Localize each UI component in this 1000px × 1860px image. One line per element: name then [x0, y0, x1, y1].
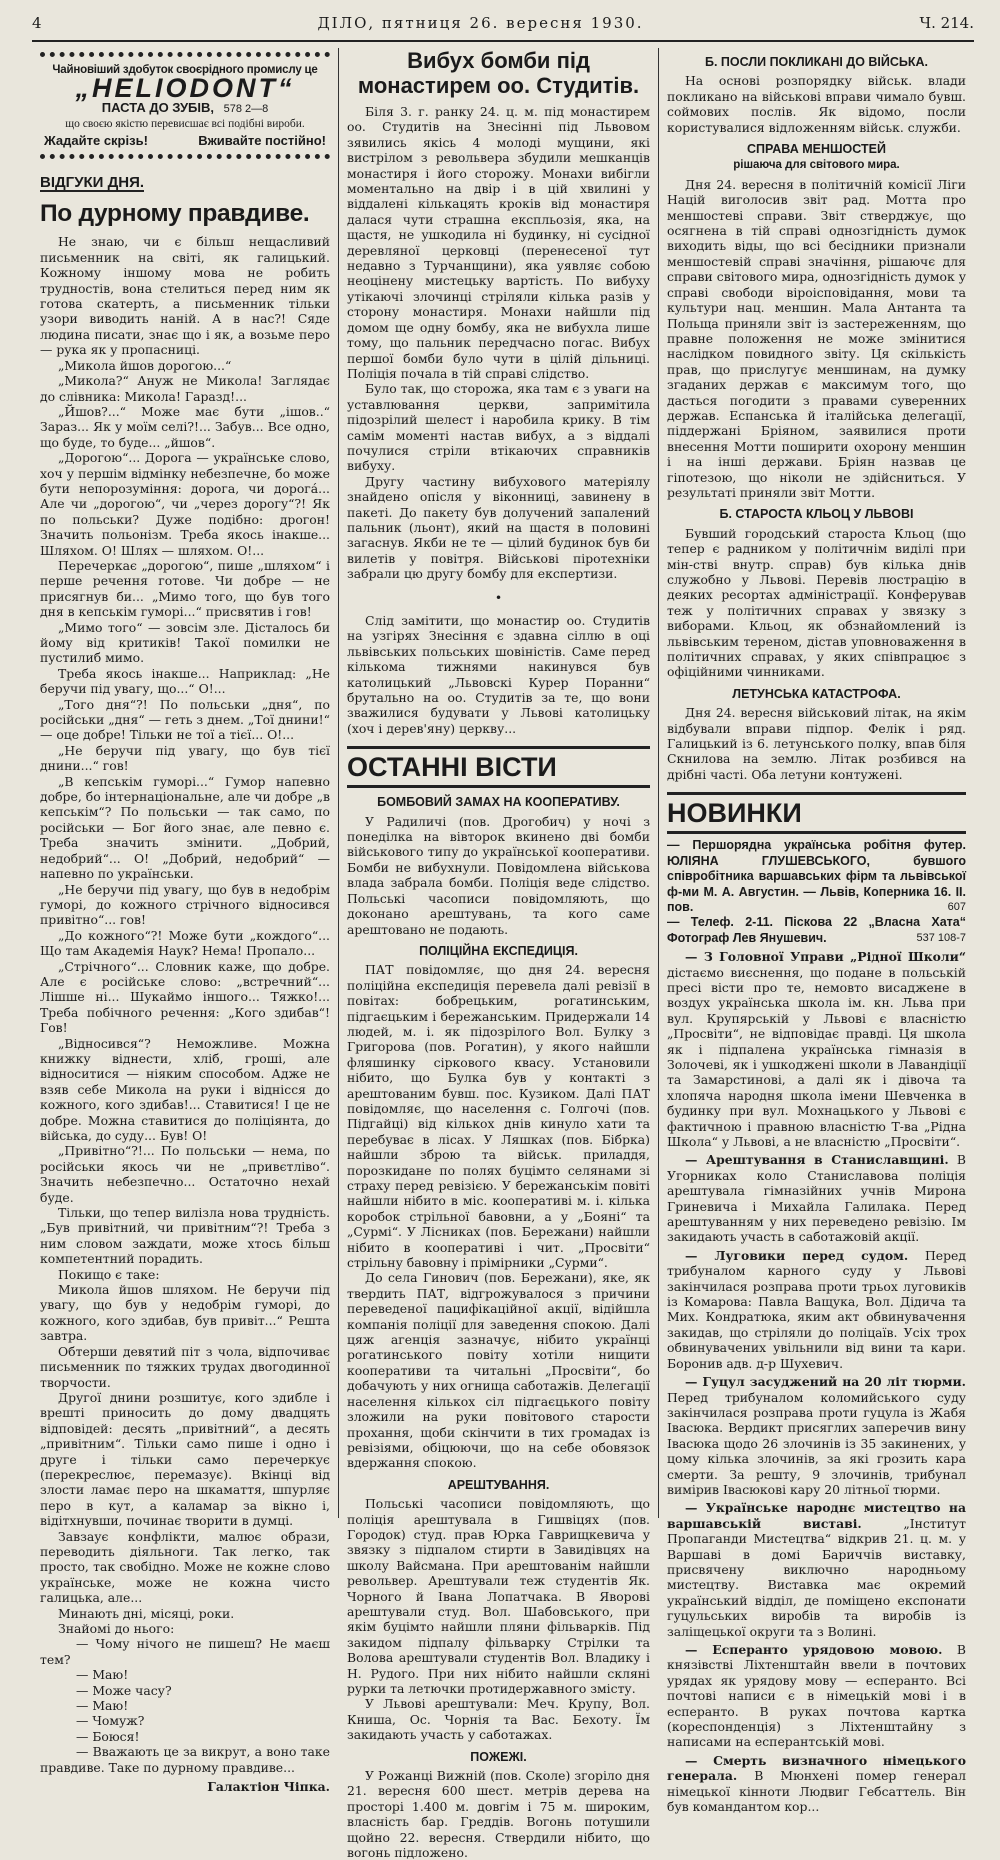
column-2	[339, 48, 659, 1860]
news-paragraph: У Рожанці Вижній (пов. Сколе) згоріло дня 21. вересня 600 шест. метрів дерева на просторі 1.400 м. довгім і 75 м. широким, власність бар. Греддів. Вогонь потушили щойно 22. вересня. Ствердили нібито, що вогонь підложено.	[347, 1768, 650, 1860]
columns	[32, 48, 974, 1860]
classified-ad-text: — Першорядна українська робітня футер. ЮЛІЯНА ГЛУШЕВСЬКОГО, бувшого співробітника варшавських фірм та львівської ф-ми М. А. Августин. — Львів, Коперника 16. II. пов.	[667, 838, 966, 914]
notice-text: Перед трибуналом карного суду у Львові закінчилася розправа проти трьох луговиків із Комарова: Павла Ващука, Вол. Дідича та Мих. Кондратюка, яким акт обвинувачення закидав, що стріляли до поліцаїв. Усіх трох обвинувачених увільнили від вини та кари. Боронив адв. д-р Шухевич.	[667, 1247, 966, 1371]
notice-lead: — З Головної Управи „Рідної Школи“	[685, 949, 966, 965]
ad-line-4: що своєю якістю перевисшає всі подібні вироби.	[65, 118, 305, 131]
news-title: ПОЖЕЖІ.	[470, 1749, 527, 1764]
notice-paragraph	[667, 1500, 966, 1639]
notice-lead: — Смерть визначного німецького генерала.	[667, 1752, 966, 1784]
latest-news-list	[347, 795, 650, 1860]
ad-code: 578 2—8	[223, 102, 269, 115]
issue-number: Ч. 214.	[919, 14, 974, 32]
news-title: ПОЛІЦІЙНА ЕКСПЕДИЦІЯ.	[419, 943, 578, 958]
article-paragraph: „В кепськім гуморі...“ Гумор напевно добре, бо інтернаціональне, але чи добре „в кепськім“? По польськи — так само, по російськи — Бог його знає, але певно є. Треба значить змінити. „Добрий, недобрий“... О! „Добрий, недобрий“ — напевно по українськи.	[40, 773, 330, 882]
article-paragraph: Другої днини розшитує, кого здибле і врешті приносить до дому двадцять відповідей: десять „привітний“, а десять „привітним“. Тільки само пише і одно і друге і тільки само перечеркує (перекреслює, перемазує). Вкінці від злости ламає перо на шкамаття, шпурляє перо в кут, а каламар за вікно і, відітхнувши, починає творити в думці.	[40, 1389, 330, 1529]
notice-paragraph	[667, 1248, 966, 1371]
article-paragraph: „Того дня“?! По польськи „дня“, по російськи „дня“ — геть з днем. „Тої днини!“ — оце добре! Тільки не тої а тієї... О!...	[40, 696, 330, 743]
news-paragraph: До села Гинович (пов. Бережани), яке, як твердить ПАТ, відгрожувалося з причини переведеної пацифікаційної акції, відійшла компанія поліції для заведення спокою. Далі цяж агенція зазначує, нібито українці рогатинського повіту хотіли нищити кооперативи та читальні „Просвіти“, бо добачують у них огнища саботажів. Делегації населення кількох сіл підгаєцького повіту зложили на руки повітового старости прохання, щоби скінчити в тих громадах із ревізіями, обіцюючи, що на себе обовязок вдержання спокою.	[347, 1270, 650, 1471]
column-3	[659, 48, 974, 1815]
classified-ads	[667, 838, 966, 946]
article-signature: Галактіон Чіпка.	[207, 1779, 330, 1795]
novynky-title: НОВИНКИ	[667, 792, 966, 834]
article-headline: По дурному правдиве.	[40, 200, 310, 228]
classified-ad-number: 607	[947, 900, 966, 913]
article-paragraph: „Стрічного“... Словник каже, що добре. Але є російське слово: „встречний“... Лішше ні... Шукаймо іншого... Тяжко!... Треба побічного речення: „Кого здибав“! Гов!	[40, 958, 330, 1036]
article-paragraph: Обтерши девятий піт з чола, відпочиває письменник по тяжких трудах двогодинної творчости.	[40, 1343, 330, 1390]
article-paragraph: „Не беручи під увагу, що був в недобрім гуморі, до кожного стрічного відносився привітно“... гов!	[40, 881, 330, 928]
article-paragraph: Не знаю, чи є більш нещасливий письменник на світі, як галицький. Кожному іншому мова не робить трудностів, вона стелиться перед ним як готова скатерть, а письменник тільки узори виводить наній. А в нас?! Сяде людина писати, знає що і як, а возьме перо — рука як у пропасниці.	[40, 234, 330, 358]
separator-star: •	[494, 589, 503, 605]
news-paragraph: Бувший городський староста Кльоц (що тепер є радником у політичнім виділі при мін-стві внутр. справ) був кілька днів служобно у Львові. Перевів люстрацію в деяких ресортах адміністрації. Конферував теж у політичних справах у звязку з виборами. Кльоц, як обзнайомлений із львівським тереном, дістав уповноваження в політичних справах, у яких співпрацює з офіційними чинниками.	[667, 525, 966, 680]
masthead	[32, 14, 974, 42]
article-paragraph: „Микола?“ Ануж не Микола! Заглядає до слівника: Микола! Гаразд!...	[40, 373, 330, 404]
article-paragraph: Перечеркає „дорогою“, пише „шляхом“ і перше речення готове. Чи добре — не присягнув би... „Мимо того, що був того дня в кепськім гуморі...“ присвятив і гов!	[40, 557, 330, 620]
news-paragraph: ПАТ повідомляє, що дня 24. вересня поліційна експедиція перевела далі ревізії в повітах: бобрецьким, рогатинським, підгаєцьким і бережанським. Придержали 14 людей, м. і. як підозрілого Вол. Булку з Григорова (пов. Рогатин), у якого найшли фляшинку сіркового квасу. Установили нібито, що Булка був у контакті з арештованим бувш. пос. Кузиком. Далі ПАТ повідомляє, що населення с. Голгочі (пов. Підгайці) від кількох днів кинуло хати та перебуває в лісах. У Ляшках (пов. Бібрка) найшли зброю та військ. приладдя, порозкидане по полях буцімто селянами зі страху перед ревізією. У бережанськім повіті найшли нібито в міс. кооперативі м. і. кілька коробок стрільної бавовни, а у „Бояні“ та „Сурмі“. У Лісниках (пов. Бережани) найшли нібито в кооперативі і чит. „Просвіти“ стрільну бавовну і прімірники „Сурми“.	[347, 962, 650, 1271]
news-paragraph: Польські часописи повідомляють, що поліція арештувала в Гишвіцях (пов. Городок) студ. прав Юрка Гаврищкевича у звязку з підпалом стирти в Завидівцях на школу Вайсмана. При арештованім найшли револьвер. Арештували теж студентів Як. Чорного й Івана Лопатчака. В Яворові арештували студ. Вол. Шабовського, при якім буцімто найшли пляни фільварків. Під закидом підпалу фільварку Стрілки та Волова арештували студентів Вол. Владику і Н. Рудого. При них нібито найшли скляні рурки та летючки протидержавного змісту.	[347, 1496, 650, 1696]
bomb-paragraph: Другу частину вибухового матеріялу знайдено опісля у віконниці, завинену в пакеті. До пакету був долучений запалений пальник (льонт), який на щастя в половині загаснув. Якби не те — цілий будинок був би вилетів у повітря. Військові піротехніки забрали цю другу бомбу для експертизи.	[347, 473, 650, 582]
news-paragraph: Дня 24. вересня в політичній комісії Ліги Націй виголосив звіт рад. Мотта про меншостеві справи. Звіт стверджує, що осягнена в тій справі однозгідність думок виходить віды, що всі бесідники признали меншостевій справі значіння, рішаючє для справи світового мира, однозгідність думок у справі свободи віроісповідання, мови та культури нац. меншин. Мала Антанта та Польща приняли звіт із застереженням, що правне положення не може змінитися наслідком повидного звіту. Ця скількість прав, що прислугує меншинам, на думку згаданих держав є максимум того, що дасться погодити з правами суверенних держав. Еспанська й італійська делегації, піддержані Бріяном, заявилися проти внесення Мотти поширити охорону меншин і на інші держави. Бріян назвав це гіпотезою, що ніколи не здійсниться. У результаті приняли звіт Мотти.	[667, 176, 966, 500]
notice-lead: — Есперанто урядовою мовою.	[685, 1642, 943, 1657]
article-paragraph: — Чомуж?	[76, 1713, 145, 1729]
news-paragraph: У Львові арештували: Меч. Крупу, Вол. Книша, Ос. Чорнія та Вас. Бехоту. Їм закидають участь у саботажах.	[347, 1696, 650, 1743]
notice-text: В Угорниках коло Станиславова поліція арештувала гімназійних учнів Мирона Гриневича і Михайла Галилака. Перед арештуванням у них переведено ревізію. Ім закидають участь в саботажовій акції.	[667, 1152, 967, 1245]
news-subtitle: рішаюча для світового мира.	[733, 159, 900, 172]
notice-text: В князівстві Ліхтенштайн ввели в почтових урядах як урядову мову — есперанто. Всі почтові написи є в німецькій мові і в есперанто. В руках почтова картка (кореспонденція) з Ліхтенштайну з написами на есперантській мові.	[667, 1642, 967, 1750]
rubric-title: ВІДГУКИ ДНЯ.	[40, 174, 145, 192]
news-paragraph: Дня 24. вересня військовий літак, на якім відбували вправи підпор. Фелік і ряд. Галицький із 6. летунського полку, впав біля Скнилова на землю. Літак розбився на дрібні часті. Оба летуни контужені.	[667, 705, 966, 782]
news-title: АРЕШТУВАННЯ.	[447, 1477, 550, 1492]
article-paragraph: Микола йшов шляхом. Не беручи під увагу, що був у недобрім гуморі, до кожного, кого здибав, був привіт...“ Решта завтра.	[40, 1282, 330, 1344]
news-paragraph: На основі розпорядку військ. влади покликано на військові вправи чимало бувш. соймових послів. Як відомо, посли користувалися відложенням військ. служби.	[667, 73, 966, 135]
article-paragraph: Знайомі до нього:	[58, 1621, 175, 1636]
news-title: Б. ПОСЛИ ПОКЛИКАНІ ДО ВІЙСЬКА.	[704, 55, 929, 69]
news-paragraph: У Радиличі (пов. Дрогобич) у ночі з понеділка на вівторок вкинено дві бомби військового типу до української кооперативи. Бомби не вибухнули. Повідомлена військова влада забрала бомби. Поліція веде слідство. Польські часописи повідомляють, що доконано арештувань, та кого саме арештовано не подають.	[347, 813, 650, 937]
notice-paragraph	[667, 1152, 966, 1244]
classified-ad	[667, 838, 966, 915]
article-paragraph: — Боюся!	[76, 1728, 140, 1744]
article-paragraph: — Маю!	[76, 1667, 129, 1683]
notice-text: В Мюнхені помер генерал німецької кінноти Людвиг Гебсаттель. Він був командантом кор...	[667, 1768, 966, 1815]
ad-brand: „HELIODONT“	[75, 73, 295, 104]
short-news-list	[667, 55, 966, 782]
bomb-paragraph: Було так, що сторожа, яка там є з уваги на уставлювання церкви, запримітила підозрілий шелест і наробила крику. В тім самім моменті настав вибух, а з віддалі почулися стріли втікаючих справників вибуху.	[347, 381, 650, 474]
article-paragraph: — Може часу?	[76, 1682, 172, 1698]
classified-ad	[667, 915, 966, 946]
ad-slogan-left: Жадайте скрізь!	[44, 132, 148, 148]
notice-lead: — Арештування в Станиславщині.	[685, 1152, 949, 1168]
news-title: СПРАВА МЕНШОСТЕЙ	[747, 142, 886, 157]
notice-paragraph	[667, 1753, 966, 1815]
article-body	[40, 234, 330, 1775]
classified-ad-number: 537 108-7	[916, 931, 966, 944]
article-paragraph: „До кожного“?! Може бути „кождого“... Що там Академія Наук? Нема! Пропало...	[40, 927, 330, 959]
ad-product: ПАСТА ДО ЗУБІВ,	[101, 99, 214, 115]
article-paragraph: „Не беручи під увагу, що був тієї днини...“ гов!	[40, 742, 330, 774]
article-paragraph: „Мимо того“ — зовсім зле. Дісталось би йому від критиків! Такої помилки не пустилиб мимо.	[40, 619, 330, 666]
bomb-article-body-2	[347, 613, 650, 736]
heliodont-ad	[40, 52, 330, 159]
ad-slogan-right: Вживайте постійно!	[198, 132, 326, 148]
news-title: ЛЕТУНСЬКА КАТАСТРОФА.	[732, 686, 901, 701]
notice-text: Перед трибуналом коломийського суду закінчилася розправа проти гуцула із Жабя Івасюка. Вердикт присяглих заперечив вину Івасюка щодо 26 злочинів із 35 закинених, у цому кілька злочинів, за які грозить кара смерти. За решту, 9 злочинів, трибунал вимірив Івасюкові кару 20 літньої тюрми.	[667, 1389, 966, 1497]
article-paragraph: Минають дні, місяці, роки.	[58, 1605, 235, 1621]
novynky-list	[667, 949, 966, 1814]
ad-slogan	[40, 133, 330, 148]
article-paragraph: „Дорогою“... Дорога — українське слово, хоч у першім відмінку небезпечне, бо може бути непорозуміння: дорога, чи дорогá... Але чи „дорогою“, чи „через дорогу“?! Як по польськи? Дуже подібно: дрогон! Значить польонізм. Треба якось інакше... Шляхом. О! Шлях — шляхом. О!...	[40, 450, 330, 558]
article-paragraph: „Микола йшов дорогою...“	[58, 357, 232, 373]
article-paragraph: Тільки, що тепер вилізла нова трудність. „Був привітний, чи привітним“?! Треба з ним словом заждати, може хтось більш компетентний порадить.	[40, 1205, 330, 1267]
article-paragraph: „Відносився“? Неможливе. Можна книжку віднести, хліб, гроші, але відноситися — ніяким способом. Адже не взяв себе Микола на руки і віднісся до кожного, кого здибав!... Ставитися! І це не добре. Можна ставитися до поліціянта, до війська, до суду... Був! О!	[40, 1035, 330, 1143]
notice-paragraph	[667, 1642, 966, 1750]
article-paragraph: Треба якось інакше... Наприклад: „Не беручи під увагу, що...“ О!...	[40, 665, 330, 697]
notice-paragraph	[667, 949, 966, 1149]
column-1	[32, 48, 339, 1795]
bomb-headline: Вибух бомби під монастирем оо. Студитів.	[357, 48, 640, 98]
bomb-article-body	[347, 104, 650, 582]
article-paragraph: Завзаує конфлікти, малює образи, переводить діяльноги. Так легко, так просто, так свобідно. Може не кожне слово українське, може не кожна чисто галицька, але...	[40, 1528, 330, 1606]
article-paragraph: — Вважають це за викрут, а воно таке правдиве. Таке по дурному правдиве...	[40, 1744, 330, 1775]
notice-text: „Інститут Пропаганди Мистецтва“ відкрив 21. ц. м. у Варшаві в домі Бариччів виставку, присвячену виключно народньому мистецтву. Виставка має окремий український відділ, де поміщено експонати гуцульських виробів та виробів із заліщецької округи та з Волині.	[667, 1515, 966, 1639]
news-title: БОМБОВИЙ ЗАМАХ НА КООПЕРАТИВУ.	[377, 795, 620, 810]
bomb-paragraph: Слід замітити, що монастир оо. Студитів на узгірях Знесіння є здавна сіллю в оці львівських польських шовіністів. Саме перед кількома тижнями накинувся був католицький „Львовскі Курер Поранни“ брутально на оо. Студитів за те, що вони зважилися будувати у Львові католицьку (хоч і дерев'яну) церкву...	[347, 613, 650, 736]
article-paragraph: „Привітно“?!... По польськи — нема, по російськи якось чи не „привєтліво“. Значить небезпечно... Остаточно нехай буде.	[40, 1143, 330, 1205]
notice-lead: — Гуцул засуджений на 20 літ тюрми.	[685, 1374, 966, 1390]
article-paragraph: „Йшов?...“ Може має бути „ішов..“ Зараз... Як у моїм селі?!... Забув... Все одно, що буде, то буде... „йшов“.	[40, 403, 330, 450]
article-paragraph: Покищо є таке:	[58, 1266, 160, 1282]
notice-text: дістаємо виєснення, що подане в польській пресі вісти про те, немовто висаджене в воздух українська школа ім. кн. Льва при вул. Крупярській у Львові є власністю „Просвіти“, не відповідає правді. Ця школа як і підпалена українська гімназія в Золочеві, як і ушкоджені школи в Лавандіції та Замарстинові, а далі як і дівоча та хлопяча народня школа імени Шевченка в будинку при вул. Мохнацького у Львові є фактичною і правною власністю Т-ва „Рідна Школа“ у Львові, а не власністю „Просвіти“.	[667, 964, 966, 1149]
ad-line-1: Чайновіший здобуток своєрідного промислу це	[52, 64, 318, 76]
article-paragraph: — Маю!	[76, 1698, 129, 1714]
bomb-paragraph: Біля 3. г. ранку 24. ц. м. під монастирем оо. Студитів на Знесінні під Львовом зявились якісь 4 молоді мущини, які вистрілом з револьвера збудили мешканців монастиря і його сторожу. Монахи вибігли моментально на двір і в цій хвилині у віддалені кількацять кроків від монастиря далася чути страшна експльозія, яка, на щастя, не ушкодила ні будинку, ні сусідної деревляної церковці (перенесеної тут недавно з Турчанщини), яка уявляє собою неоцінену мистецьку вартість. По вибуху утікаючі злочинці стріляли кілька разів у сторону монастиря. Монахи найшли під домом ще одну бомбу, яка не вибухла лише тому, що пальник передчасно погас. Вибух першої бомби було чути в цілій дільниці. Поліція почала в тій справі слідство.	[347, 104, 650, 381]
masthead-title: ДІЛО, пятниця 26. вересня 1930.	[317, 14, 644, 32]
notice-lead: — Українське народнє мистецтво на варшавській виставі.	[667, 1500, 966, 1531]
classified-ad-text: — Телеф. 2-11. Піскова 22 „Власна Хата“ Фотограф Лев Янушевич.	[667, 915, 966, 945]
article-paragraph: — Чому нічого не пишеш? Не маєш тем?	[40, 1636, 330, 1667]
notice-lead: — Луговики перед судом.	[685, 1247, 909, 1263]
latest-news-title: ОСТАННІ ВІСТИ	[347, 746, 650, 788]
notice-paragraph	[667, 1374, 966, 1497]
page-number: 4	[32, 14, 42, 32]
news-title: Б. СТАРОСТА КЛЬОЦ У ЛЬВОВІ	[719, 507, 914, 522]
